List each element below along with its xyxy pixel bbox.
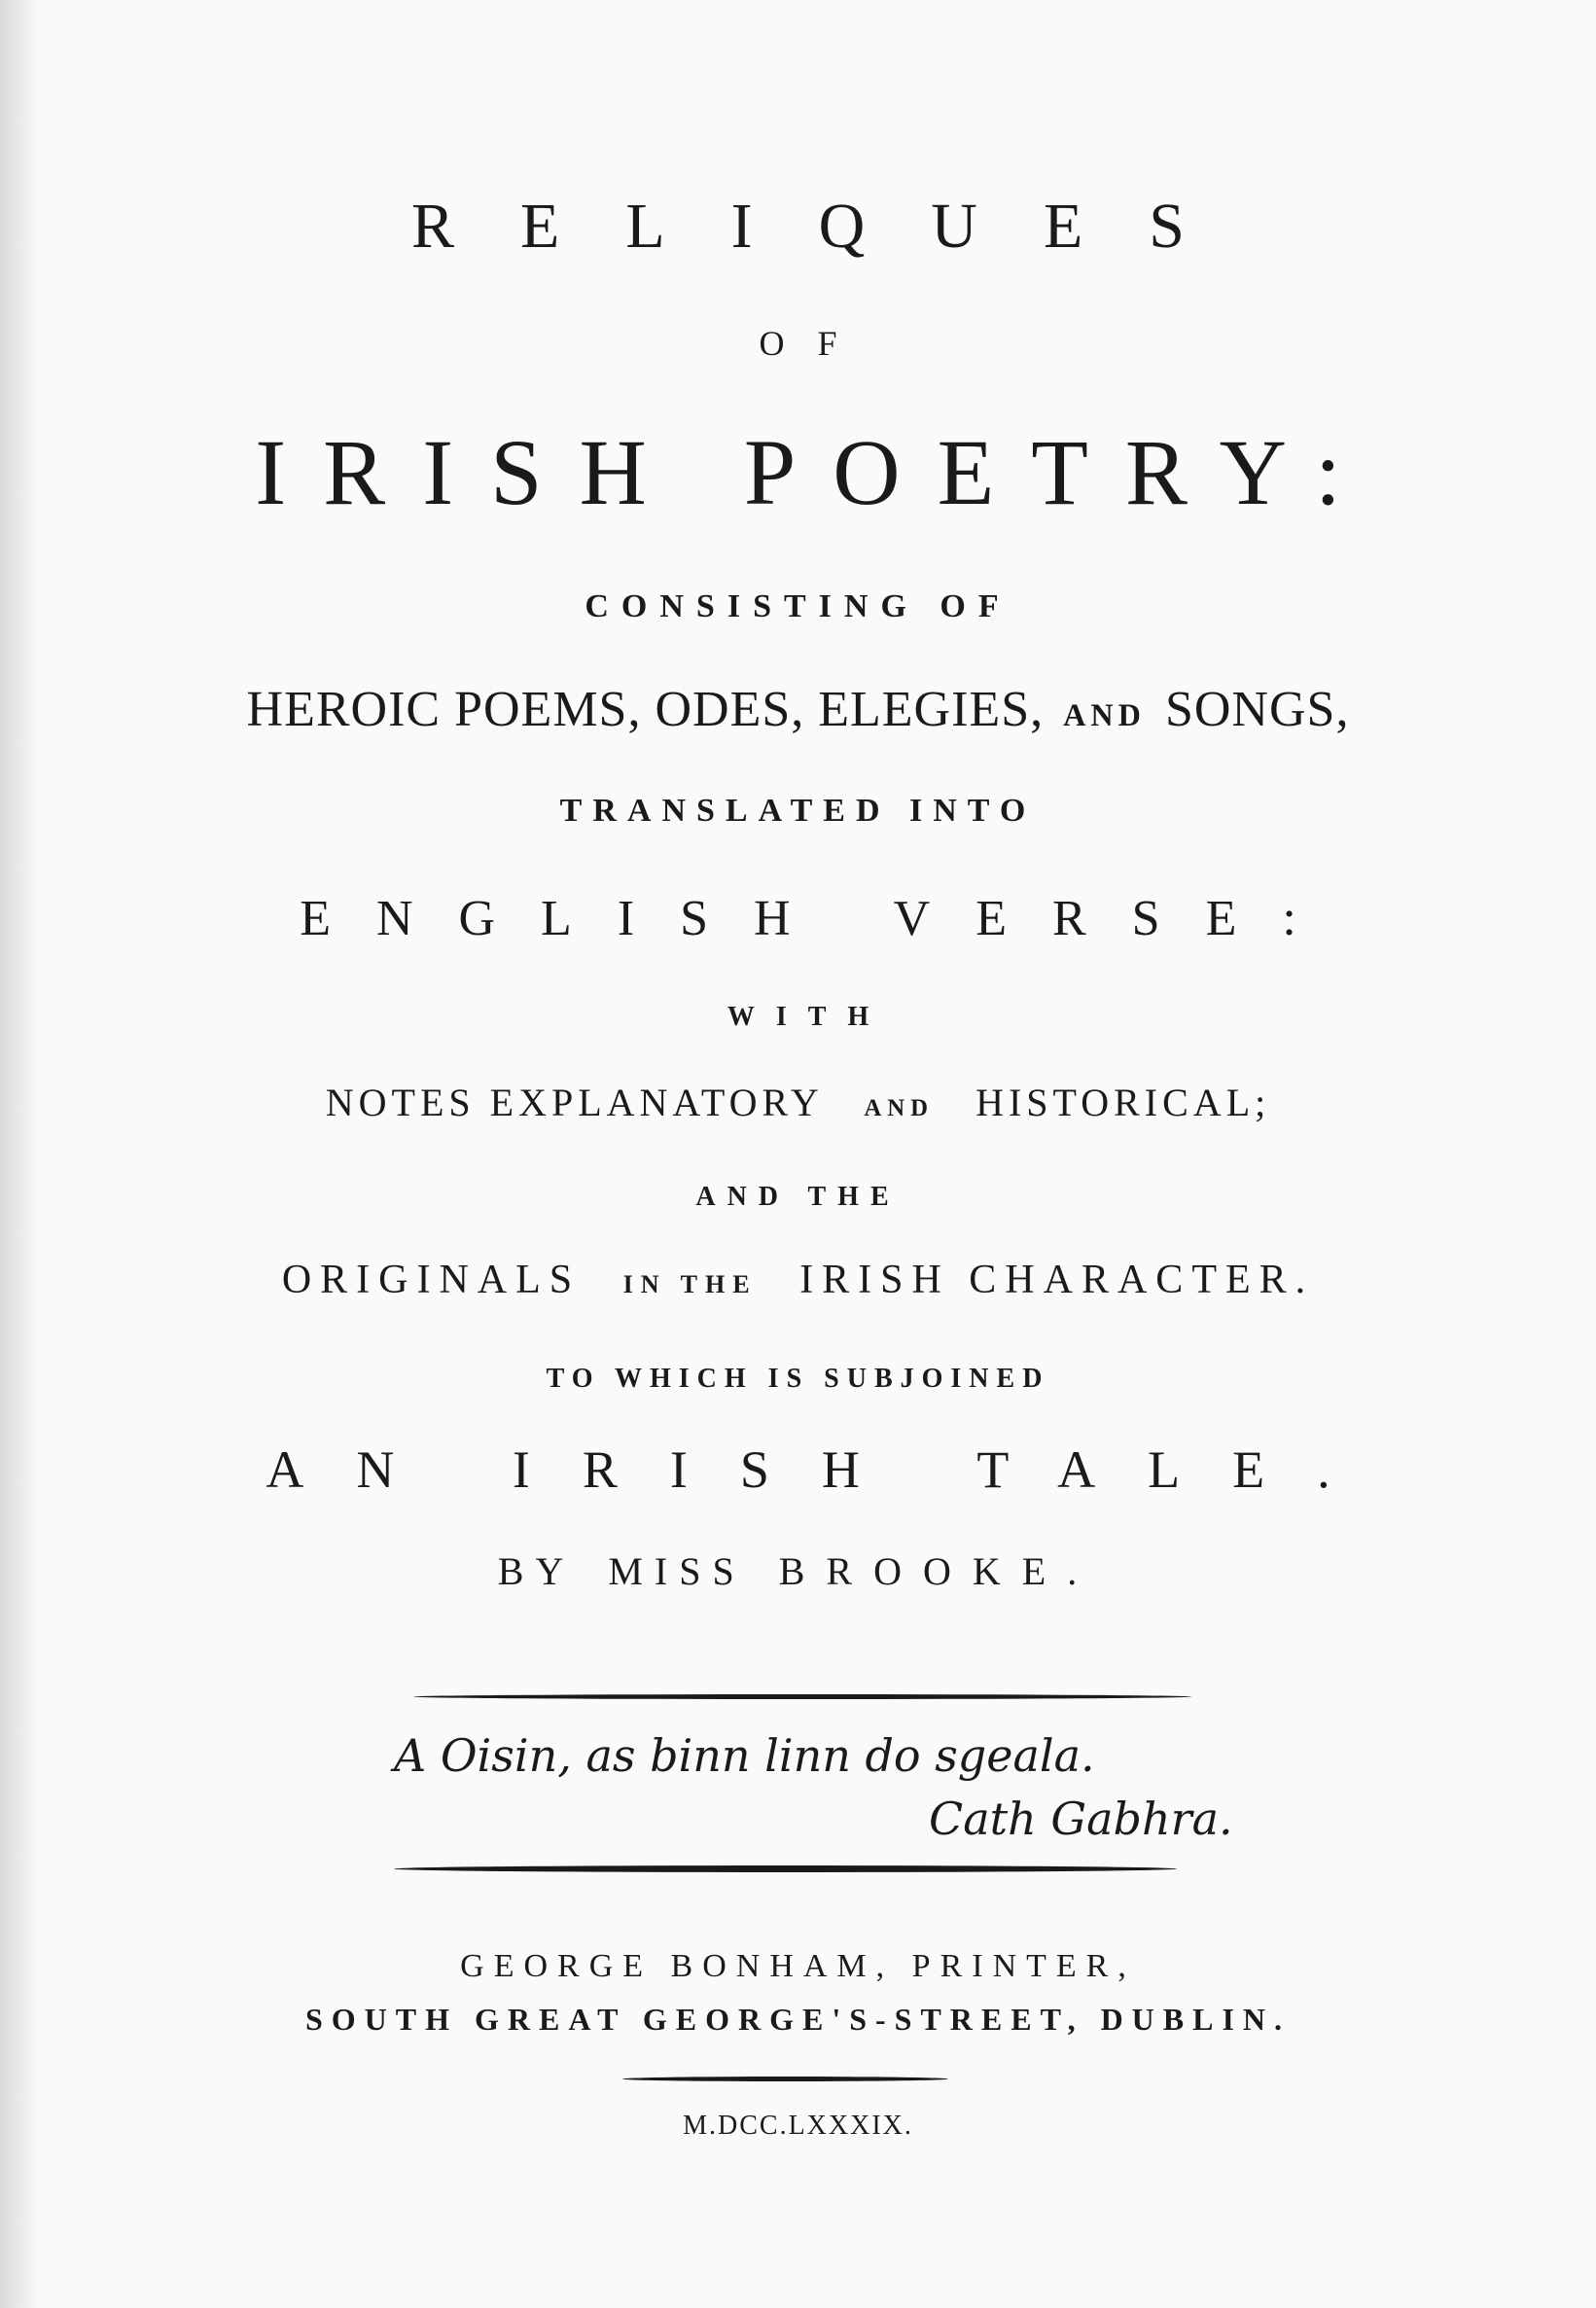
printer-line-2: SOUTH GREAT GEORGE'S-STREET, DUBLIN. <box>304 2002 1292 2037</box>
notes-and-smallcaps: AND <box>864 1095 935 1121</box>
originals-in-the-smallcaps: IN THE <box>622 1270 758 1298</box>
ornamental-rule-top <box>413 1694 1191 1699</box>
printer-line-1: GEORGE BONHAM, PRINTER, <box>460 1948 1136 1984</box>
ornamental-rule-date <box>622 2077 948 2081</box>
and-the-line: AND THE <box>695 1182 901 1212</box>
title-reliques: RELIQUES <box>411 191 1251 262</box>
notes-line <box>0 1080 1596 1125</box>
originals-irish-character-text: IRISH CHARACTER. <box>799 1258 1315 1302</box>
subjoined-line: TO WHICH IS SUBJOINED <box>546 1364 1050 1394</box>
notes-historical-text: HISTORICAL; <box>975 1081 1271 1124</box>
irish-tale-line: AN IRISH TALE. <box>266 1440 1383 1499</box>
author-line <box>0 1548 1596 1594</box>
epigraph-irish-line: A Oisin, as binn linn do sgeala. <box>394 1729 1095 1782</box>
author-by: BY <box>497 1549 576 1593</box>
title-irish-poetry: IRISH POETRY: <box>255 420 1378 524</box>
author-miss: MISS <box>608 1549 746 1593</box>
date-line: M.DCC.LXXXIX. <box>683 2111 913 2141</box>
subtitle-songs-text: SONGS, <box>1164 682 1350 737</box>
notes-explanatory-text: NOTES EXPLANATORY <box>325 1081 823 1124</box>
subtitle-translated-into: TRANSLATED INTO <box>559 793 1037 829</box>
originals-text: ORIGINALS <box>281 1258 582 1302</box>
epigraph-source: Cath Gabhra. <box>929 1793 1233 1845</box>
subtitle-heroic-poems <box>0 681 1596 738</box>
ornamental-rule-bottom <box>394 1865 1177 1872</box>
originals-line <box>0 1257 1596 1303</box>
subtitle-and-smallcaps: AND <box>1063 697 1146 732</box>
subtitle-with: WITH <box>727 1002 891 1032</box>
subtitle-heroic-text: HEROIC POEMS, ODES, ELEGIES, <box>246 682 1045 737</box>
title-of: OF <box>759 324 870 363</box>
subtitle-consisting-of: CONSISTING OF <box>585 588 1011 624</box>
author-name: BROOKE. <box>778 1549 1099 1593</box>
subtitle-english-verse: ENGLISH VERSE: <box>300 891 1342 946</box>
